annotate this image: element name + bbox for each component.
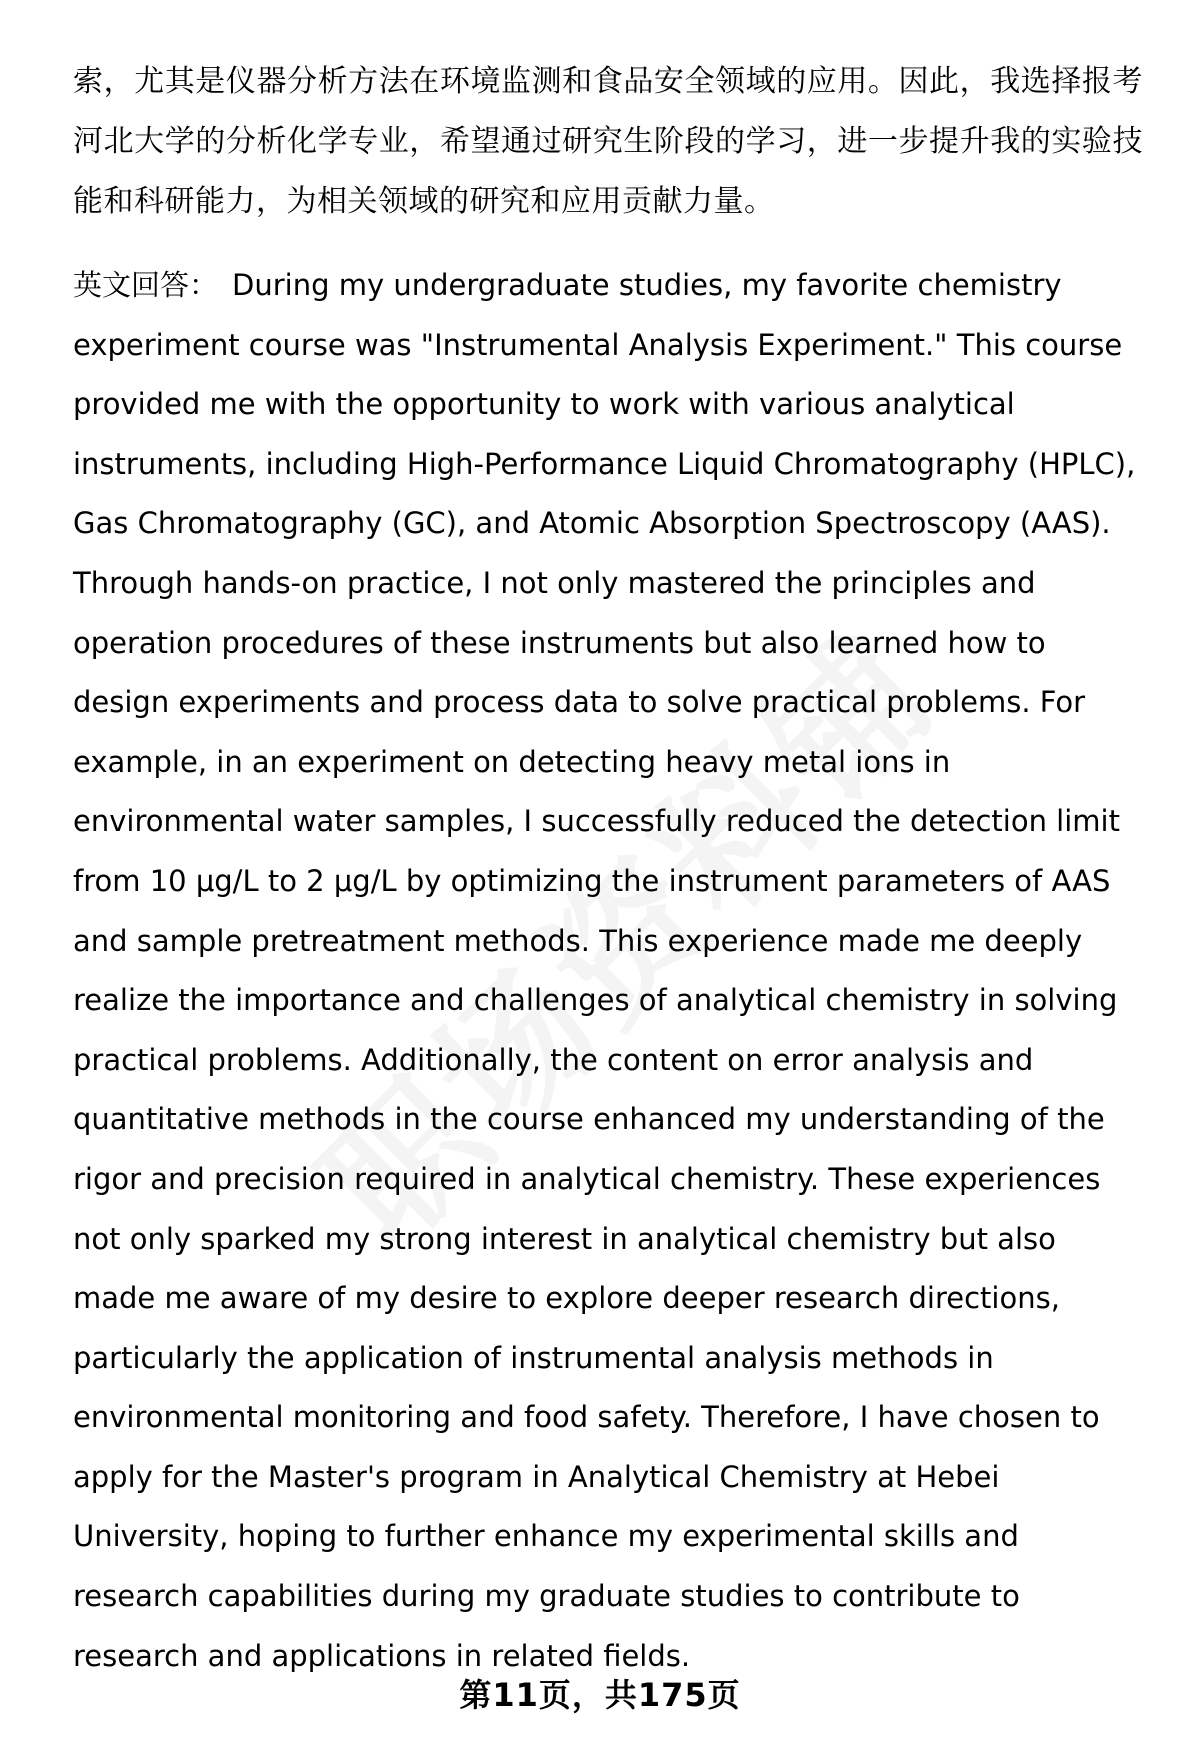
english-answer-text: During my undergraduate studies, my favorite chemistry experiment course was "Instrumental Analysis Experiment." This course provided me with the opportunity to work with various analytical instruments, including High-Performance Liquid Chromatography (HPLC), Gas Chromatography (GC), and Atomic Absorption Spectroscopy (AAS). Through hands-on practice, I not only mastered the principles and operation procedures of these instruments but also learned how to design experiments and process data to solve practical problems. For example, in an experiment on detecting heavy metal ions in environmental water samples, I successfully reduced the detection limit from 10 μg/L to 2 μg/L by optimizing the instrument parameters of AAS and sample pretreatment methods. This experience made me deeply realize the importance and challenges of analytical chemistry in solving practical problems. Additionally, the content on error analysis and quantitative methods in the course enhanced my understanding of the rigor and precision required in analytical chemistry. These experiences not only sparked my strong interest in analytical chemistry but also made me aware of my desire to explore deeper research directions, particularly the application of instrumental analysis methods in environmental monitoring and food safety. Therefore, I have chosen to apply for the Master's program in Analytical Chemistry at Hebei University, hoping to further enhance my experimental skills and research capabilities during my graduate studies to contribute to research and applications in related fields. <box>73 268 1136 1673</box>
english-answer-paragraph <box>73 256 1143 1686</box>
chinese-paragraph: 索，尤其是仪器分析方法在环境监测和食品安全领域的应用。因此，我选择报考河北大学的分析化学专业，希望通过研究生阶段的学习，进一步提升我的实验技能和科研能力，为相关领域的研究和应用贡献力量。 <box>73 64 1143 219</box>
page-number-footer: 第11页，共175页 <box>459 1676 741 1714</box>
document-body <box>73 52 1143 1686</box>
english-answer-label: 英文回答： <box>73 268 219 302</box>
